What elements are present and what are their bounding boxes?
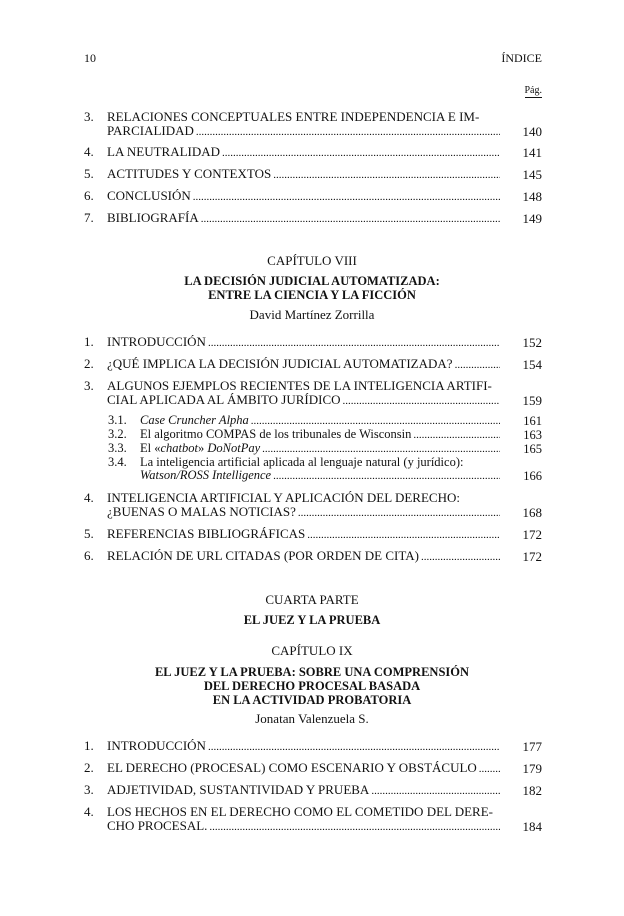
entry-number: 1.: [84, 738, 94, 753]
dot-leader: [208, 336, 500, 350]
entry-number: 3.: [84, 782, 94, 797]
entry-title: BIBLIOGRAFÍA: [107, 210, 199, 225]
entry-title: LA NEUTRALIDAD: [107, 144, 221, 159]
toc-subentry: [108, 456, 542, 483]
dot-leader: [196, 125, 500, 139]
entry-number: 3.1.: [108, 413, 127, 427]
entry-page: 141: [522, 145, 542, 160]
dot-leader: [307, 528, 500, 542]
entry-page: 184: [522, 819, 542, 834]
chapter-title-line: EN LA ACTIVIDAD PROBATORIA: [212, 693, 412, 707]
entry-number: 6.: [84, 548, 94, 563]
toc-entry: [84, 491, 542, 520]
entry-title-line: INTELIGENCIA ARTIFICIAL Y APLICACIÓN DEL DERECHO:: [107, 490, 460, 505]
entry-page: 168: [522, 505, 542, 520]
entry-title-line: LOS HECHOS EN EL DERECHO COMO EL COMETIDO DEL DERE-: [107, 804, 494, 819]
entry-title: CONCLUSIÓN: [107, 188, 191, 203]
dot-leader: [298, 506, 500, 520]
entry-page: 149: [522, 211, 542, 226]
page-number: 10: [84, 51, 96, 65]
entry-page: 161: [523, 414, 542, 428]
entry-number: 3.4.: [108, 455, 127, 469]
entry-title: INTRODUCCIÓN: [107, 738, 206, 753]
entry-number: 3.: [84, 109, 94, 124]
entry-page: 177: [522, 739, 542, 754]
entry-title-part: El «: [140, 441, 161, 455]
entry-page: 148: [522, 189, 542, 204]
toc-entry: [84, 761, 542, 776]
dot-leader: [273, 168, 500, 182]
toc-entry: [84, 783, 542, 798]
entry-page: 182: [522, 783, 542, 798]
entry-number: 5.: [84, 166, 94, 181]
entry-page: 140: [522, 124, 542, 139]
toc-entry: [84, 167, 542, 182]
toc-subentry: [108, 428, 542, 442]
entry-number: 3.: [84, 378, 94, 393]
toc-entry: [84, 805, 542, 834]
chapter-label: CAPÍTULO VIII: [267, 253, 357, 268]
chapter-title-line: LA DECISIÓN JUDICIAL AUTOMATIZADA:: [184, 274, 440, 288]
chapter-title-line: EL JUEZ Y LA PRUEBA: SOBRE UNA COMPRENSIÓN: [154, 665, 470, 679]
entry-number: 3.3.: [108, 441, 127, 455]
running-header: ÍNDICE: [501, 51, 542, 65]
chapter-label: CAPÍTULO IX: [271, 643, 353, 658]
page-column-label: Pág.: [524, 85, 542, 96]
entry-title: El algoritmo COMPAS de los tribunales de Wisconsin: [140, 427, 412, 441]
toc-entry: [84, 527, 542, 542]
toc-entry: [84, 211, 542, 226]
entry-title-line: CHO PROCESAL.: [107, 818, 208, 833]
entry-title-line: CIAL APLICADA AL ÁMBITO JURÍDICO: [107, 392, 341, 407]
entry-page: 145: [522, 167, 542, 182]
part-title: EL JUEZ Y LA PRUEBA: [243, 613, 381, 627]
entry-page: 159: [522, 393, 542, 408]
toc-entry: [84, 110, 542, 139]
chapter-title: [0, 665, 624, 707]
entry-number: 4.: [84, 144, 94, 159]
entry-number: 6.: [84, 188, 94, 203]
entry-number: 7.: [84, 210, 94, 225]
entry-number: 4.: [84, 490, 94, 505]
entry-title: [140, 442, 260, 455]
toc-entry: [84, 189, 542, 204]
entry-title: ADJETIVIDAD, SUSTANTIVIDAD Y PRUEBA: [107, 782, 370, 797]
entry-title-line: ALGUNOS EJEMPLOS RECIENTES DE LA INTELIGENCIA ARTIFI-: [107, 378, 492, 393]
dot-leader: [479, 762, 500, 776]
toc-entry: [84, 549, 542, 564]
entry-title-part: DoNotPay: [207, 441, 261, 455]
entry-page: 172: [522, 527, 542, 542]
entry-page: 165: [523, 442, 542, 456]
entry-number: 2.: [84, 760, 94, 775]
entry-title-line: La inteligencia artificial aplicada al lenguaje natural (y jurídico):: [140, 455, 464, 469]
entry-page: 152: [522, 335, 542, 350]
dot-leader: [222, 146, 500, 160]
entry-number: 2.: [84, 356, 94, 371]
dot-leader: [421, 550, 500, 564]
toc-subentry: [108, 442, 542, 456]
entry-title-line: Watson/ROSS Intelligence: [140, 468, 272, 482]
entry-title-part: chatbot: [160, 441, 198, 455]
dot-leader: [343, 394, 500, 408]
entry-title: REFERENCIAS BIBLIOGRÁFICAS: [107, 526, 306, 541]
toc-subentry: [108, 414, 542, 428]
entry-page: 154: [522, 357, 542, 372]
entry-number: 4.: [84, 804, 94, 819]
chapter-author: David Martínez Zorrilla: [249, 307, 375, 322]
entry-title-line: ¿BUENAS O MALAS NOTICIAS?: [107, 504, 296, 519]
dot-leader: [371, 784, 500, 798]
dot-leader: [208, 740, 500, 754]
toc-entry: [84, 335, 542, 350]
toc-entry: [84, 379, 542, 408]
chapter-author: Jonatan Valenzuela S.: [255, 711, 369, 726]
part-label: CUARTA PARTE: [265, 592, 359, 607]
entry-title: ¿QUÉ IMPLICA LA DECISIÓN JUDICIAL AUTOMATIZADA?: [107, 356, 453, 371]
entry-title: RELACIÓN DE URL CITADAS (POR ORDEN DE CITA): [107, 548, 419, 563]
entry-title-line: PARCIALIDAD: [107, 123, 194, 138]
dot-leader: [273, 470, 500, 483]
entry-page: 163: [523, 428, 542, 442]
entry-number: 5.: [84, 526, 94, 541]
entry-page: 172: [522, 549, 542, 564]
chapter-title: [0, 274, 624, 302]
entry-title: Case Cruncher Alpha: [140, 413, 249, 427]
chapter-title-line: ENTRE LA CIENCIA Y LA FICCIÓN: [208, 288, 416, 302]
dot-leader: [201, 212, 500, 226]
entry-title: EL DERECHO (PROCESAL) COMO ESCENARIO Y OBSTÁCULO: [107, 760, 477, 775]
entry-page: 166: [523, 469, 542, 483]
toc-entry: [84, 357, 542, 372]
dot-leader: [413, 429, 500, 442]
toc-entry: [84, 145, 542, 160]
entry-number: 3.2.: [108, 427, 127, 441]
dot-leader: [455, 358, 500, 372]
dot-leader: [193, 190, 500, 204]
chapter-title-line: DEL DERECHO PROCESAL BASADA: [203, 679, 421, 693]
entry-title-line: RELACIONES CONCEPTUALES ENTRE INDEPENDENCIA E IM-: [107, 109, 480, 124]
entry-number: 1.: [84, 334, 94, 349]
entry-title: ACTITUDES Y CONTEXTOS: [107, 166, 272, 181]
entry-title-part: »: [197, 441, 208, 455]
entry-title: INTRODUCCIÓN: [107, 334, 206, 349]
entry-page: 179: [522, 761, 542, 776]
toc-entry: [84, 739, 542, 754]
dot-leader: [209, 820, 500, 834]
